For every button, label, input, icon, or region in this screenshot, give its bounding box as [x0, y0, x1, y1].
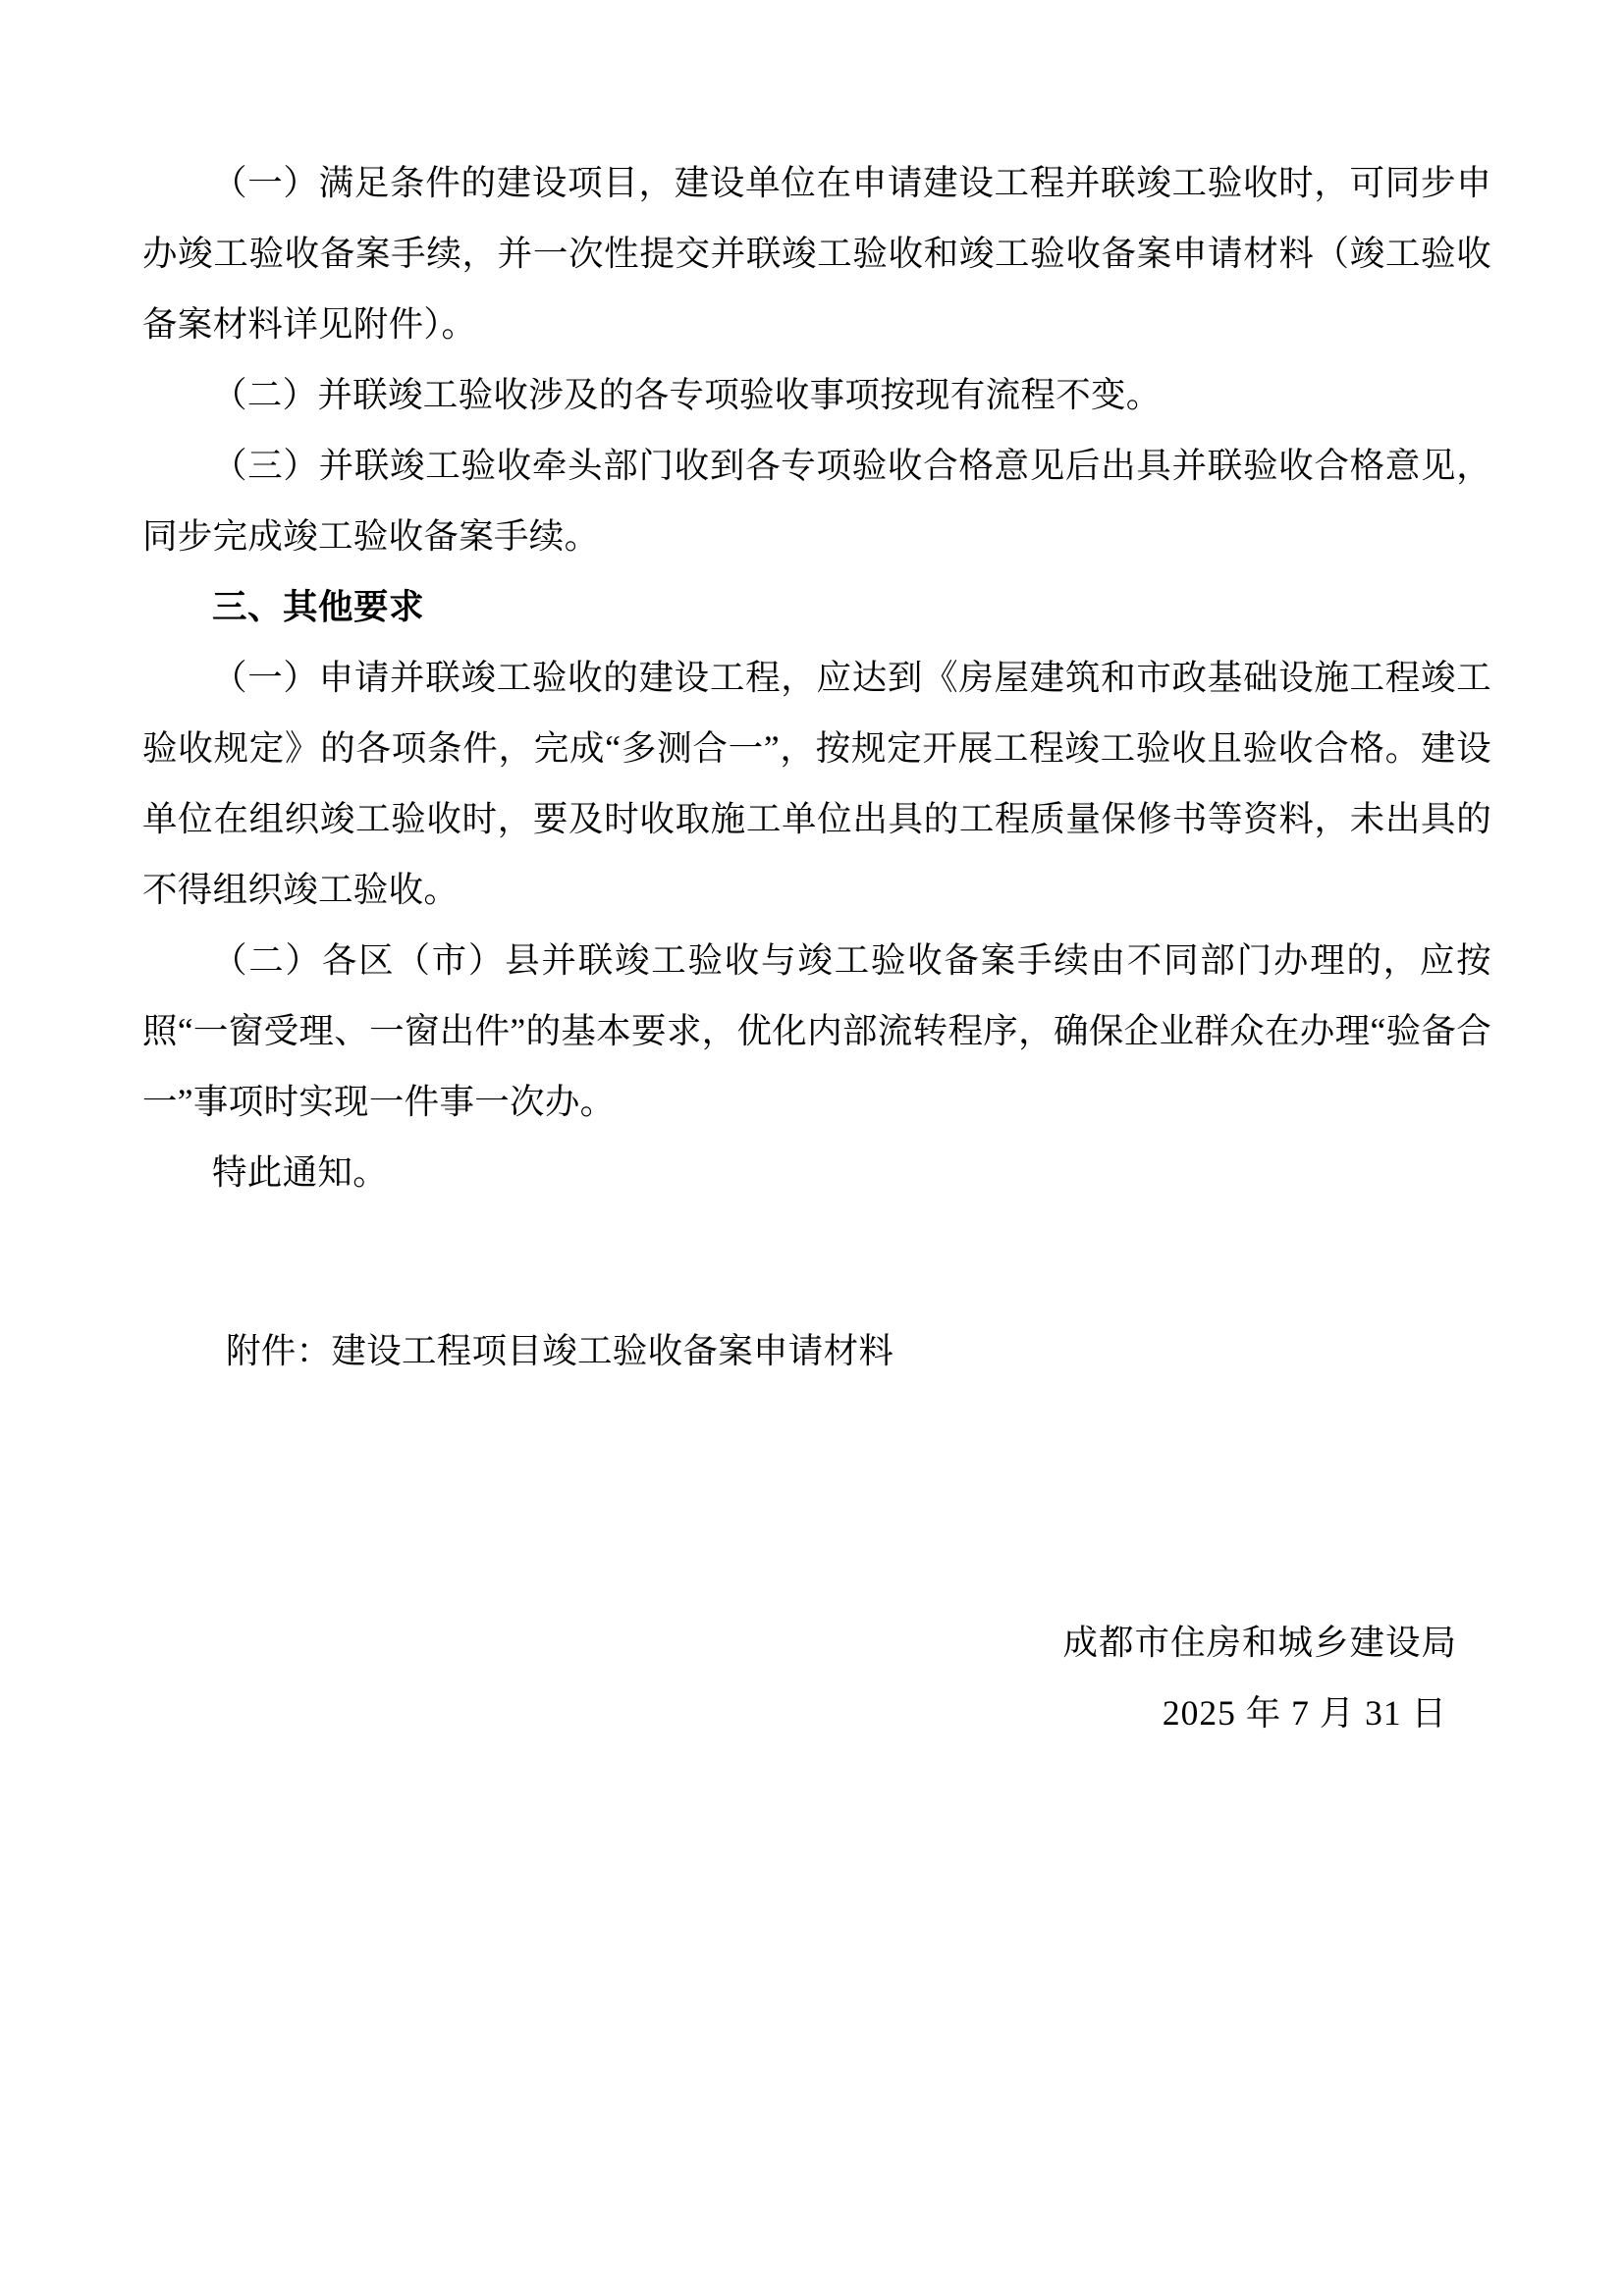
signature-block	[142, 1607, 1491, 1748]
document-body	[142, 147, 1491, 1748]
issue-date: 2025 年 7 月 31 日	[1162, 1693, 1447, 1733]
section-two-item-1: （一）满足条件的建设项目，建设单位在申请建设工程并联竣工验收时，可同步申办竣工验收备案手续，并一次性提交并联竣工验收和竣工验收备案申请材料（竣工验收备案材料详见附件）。	[142, 163, 1491, 344]
issuing-organization: 成都市住房和城乡建设局	[1062, 1623, 1457, 1662]
attachment-line: 附件：建设工程项目竣工验收备案申请材料	[226, 1331, 894, 1370]
section-three-item-1: （一）申请并联竣工验收的建设工程，应达到《房屋建筑和市政基础设施工程竣工验收规定》的各项条件，完成“多测合一”，按规定开展工程竣工验收且验收合格。建设单位在组织竣工验收时，要及时收取施工单位出具的工程质量保修书等资料，未出具的不得组织竣工验收。	[142, 658, 1491, 909]
closing-statement: 特此通知。	[212, 1152, 389, 1192]
section-two-item-2: （二）并联竣工验收涉及的各专项验收事项按现有流程不变。	[212, 375, 1162, 414]
section-three-heading: 三、其他要求	[212, 587, 425, 626]
section-three-item-2: （二）各区（市）县并联竣工验收与竣工验收备案手续由不同部门办理的，应按照“一窗受理、一窗出件”的基本要求，优化内部流转程序，确保企业群众在办理“验备合一”事项时实现一件事一次办。	[142, 940, 1491, 1121]
attachment-spacer	[142, 1207, 1491, 1315]
section-two-item-3: （三）并联竣工验收牵头部门收到各专项验收合格意见后出具并联验收合格意见，同步完成竣工验收备案手续。	[142, 446, 1491, 556]
